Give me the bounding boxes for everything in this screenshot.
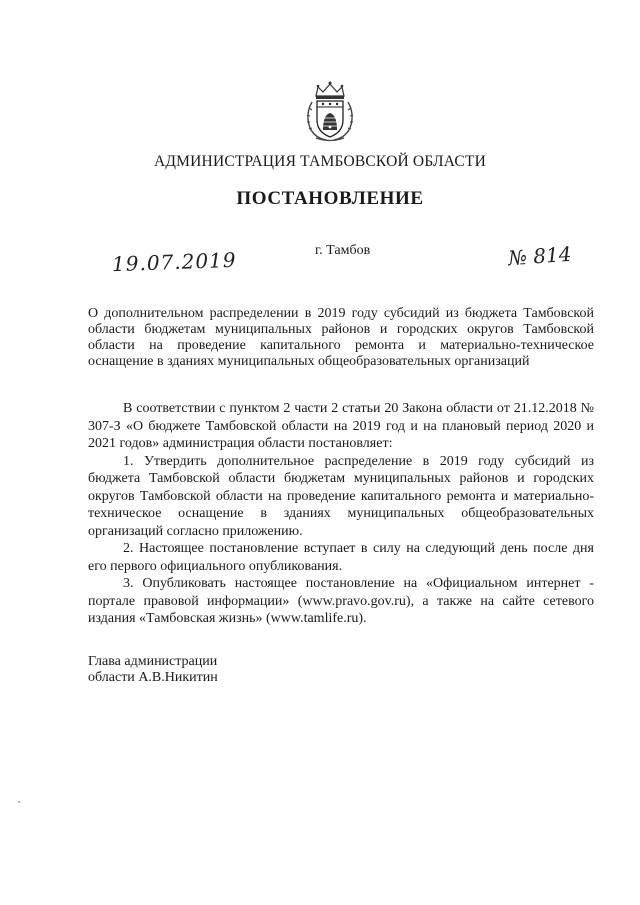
document-subject: О дополнительном распределении в 2019 году субсидий из бюджета Тамбовской области бюджетам муниципальных районов и городских округов Тамбовской области на проведение капитального ремонта и материально-техническое оснащение в зданиях муниципальных общеобразовательных организаций [88, 306, 594, 369]
document-body [88, 400, 594, 628]
signature-block [88, 654, 218, 686]
signer-position-region: области [88, 670, 135, 685]
item-3-paragraph: 3. Опубликовать настоящее постановление на «Официальном интернет - портале правовой информации» (www.pravo.gov.ru), а также на сайте сетевого издания «Тамбовская жизнь» (www.tamlife.ru). [88, 576, 594, 626]
item-1-paragraph: 1. Утвердить дополнительное распределение в 2019 году субсидий из бюджета Тамбовской области бюджетам муниципальных районов и городских округов Тамбовской области на проведение капитального ремонта и материально-техническое оснащение в зданиях муниципальных общеобразовательных организаций согласно приложению. [88, 453, 594, 539]
item-2-paragraph: 2. Настоящее постановление вступает в силу на следующий день после дня его первого официального опубликования. [88, 541, 594, 574]
tambov-coat-of-arms-icon [302, 80, 358, 144]
document-number: № 814 [507, 241, 573, 271]
preamble-paragraph: В соответствии с пунктом 2 части 2 статьи 20 Закона области от 21.12.2018 № 307-З «О бюджете Тамбовской области на 2019 год и на плановый период 2020 и 2021 годов» администрация области постановляет: [88, 401, 594, 451]
signer-name: А.В.Никитин [138, 670, 218, 685]
signer-position: Глава администрации [88, 654, 218, 669]
organization-name: АДМИНИСТРАЦИЯ ТАМБОВСКОЙ ОБЛАСТИ [154, 153, 486, 170]
document-city: г. Тамбов [315, 243, 371, 258]
scan-speck [18, 801, 20, 803]
document-date: 19.07.2019 [111, 247, 237, 277]
document-title: ПОСТАНОВЛЕНИЕ [236, 188, 424, 209]
